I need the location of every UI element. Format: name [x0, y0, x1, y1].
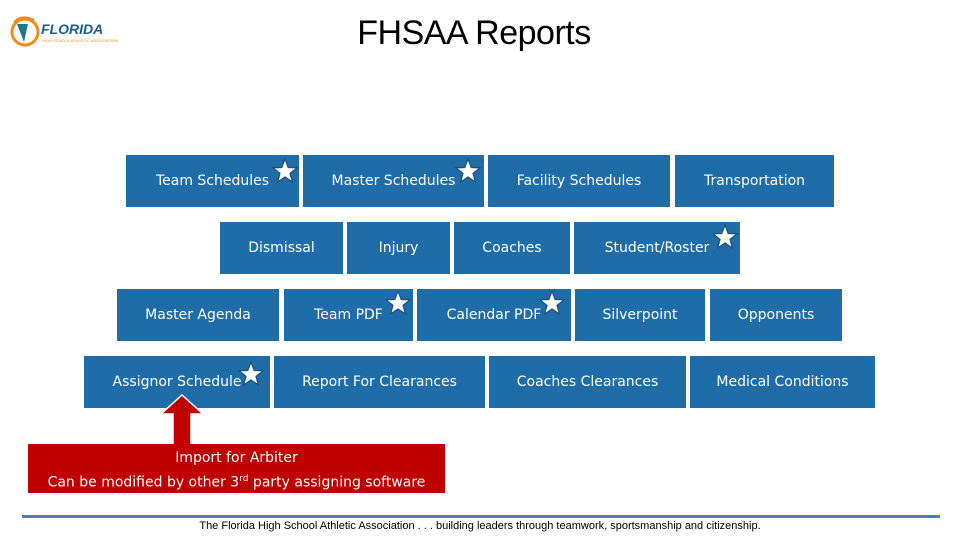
arbiter-callout: [28, 444, 445, 493]
logo-text: FLORIDA: [41, 21, 104, 37]
page-title: FHSAA Reports: [357, 14, 591, 52]
medical-conditions-button[interactable]: [689, 355, 876, 409]
star-icon: [455, 158, 481, 184]
star-icon: [272, 158, 298, 184]
star-icon: [712, 224, 738, 250]
button-label: Coaches: [482, 240, 542, 256]
button-label: Team Schedules: [155, 173, 270, 189]
dismissal-button[interactable]: [219, 221, 344, 275]
button-label: Team PDF: [314, 307, 383, 323]
logo-subtext: HIGH SCHOOL ATHLETIC ASSOCIATION: [42, 38, 118, 43]
arrow-up-icon: [159, 394, 205, 446]
button-label: Master Schedules: [331, 173, 456, 189]
button-label: Master Agenda: [145, 307, 251, 323]
button-label: Coaches Clearances: [516, 374, 659, 390]
button-label: Facility Schedules: [516, 173, 642, 189]
callout-line1: Import for Arbiter: [175, 450, 298, 466]
injury-button[interactable]: [346, 221, 451, 275]
button-label: Report For Clearances: [302, 374, 457, 390]
callout-line2: Can be modified by other 3rd party assigning software: [47, 474, 426, 491]
footer-divider: [22, 515, 940, 518]
coaches-button[interactable]: [453, 221, 571, 275]
button-label: Transportation: [703, 173, 806, 189]
footer-tagline: The Florida High School Athletic Association . . . building leaders through teamwork, sportsmanship and citizenship.: [199, 520, 761, 532]
star-icon: [385, 290, 411, 316]
silverpoint-button[interactable]: [574, 288, 706, 342]
button-label: Injury: [378, 240, 419, 256]
star-icon: [539, 290, 565, 316]
button-label: Silverpoint: [602, 307, 678, 323]
star-icon: [238, 361, 264, 387]
opponents-button[interactable]: [709, 288, 843, 342]
button-label: Student/Roster: [604, 240, 710, 256]
button-label: Dismissal: [248, 240, 315, 256]
button-label: Calendar PDF: [446, 307, 542, 323]
button-label: Medical Conditions: [716, 374, 849, 390]
coaches-clearances-button[interactable]: [488, 355, 687, 409]
report-for-clearances-button[interactable]: [273, 355, 486, 409]
button-label: Opponents: [737, 307, 815, 323]
master-agenda-button[interactable]: [116, 288, 280, 342]
button-label: Assignor Schedule: [112, 374, 242, 390]
transportation-button[interactable]: [674, 154, 835, 208]
facility-schedules-button[interactable]: [487, 154, 671, 208]
